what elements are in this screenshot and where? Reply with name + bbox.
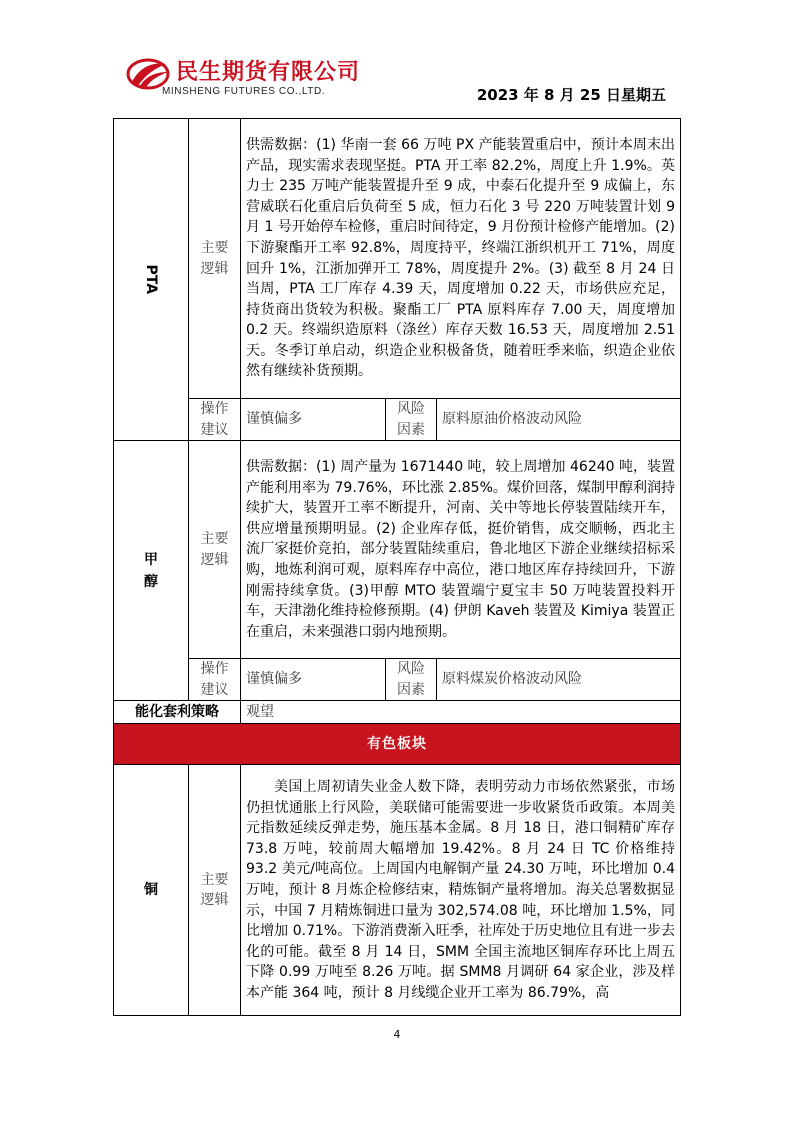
pta-logic-text: 供需数据：(1) 华南一套 66 万吨 PX 产能装置重启中，预计本周末出产品，现实需求表现坚挺。PTA 开工率 82.2%，周度上升 1.9%。英力士 235 万吨产能装置提升至 9 成，中泰石化提升至 9 成偏上，东营威联石化重启后负荷至 5 成，恒力石化 3 号 220 万吨装置计划 9 月 1 号开始停车检修，重启时间待定，9 月份预计检修产能增加。(2) 下游聚酯开工率 92.8%，周度持平，终端江浙织机开工 71%，周度回升 1%，江浙加弹开工 78%，周度提升 2%。(3) 截至 8 月 24 日当周，PTA 工厂库存 4.39 天，周度增加 0.22 天，市场供应充足，持货商出货较为积极。聚酯工厂 PTA 原料库存 7.00 天，周度增加 0.2 天。终端织造原料（涤丝）库存天数 16.53 天，周度增加 2.51 天。冬季订单启动，织造企业积极备货，随着旺季来临，织造企业依然有继续补货预期。 — [241, 119, 681, 399]
pta-category — [114, 119, 189, 441]
company-name-en: MINSHENG FUTURES CO.,LTD. — [162, 86, 326, 97]
arbitrage-strategy-row — [114, 701, 681, 724]
copper-logic-text: 美国上周初请失业金人数下降，表明劳动力市场依然紧张，市场仍担忧通胀上行风险，美联储可能需要进一步收紧货币政策。本周美元指数延续反弹走势，施压基本金属。8 月 18 日，港口铜精矿库存 73.8 万吨，较前周大幅增加 19.42%。8 月 24 日 TC 价格维持 93.2 美元/吨高位。上周国内电解铜产量 24.30 万吨，环比增加 0.4 万吨，预计 8 月炼企检修结束，精炼铜产量将增加。海关总署数据显示，中国 7 月精炼铜进口量为 302,574.08 吨，环比增加 1.5%，同比增加 0.71%。下游消费渐入旺季，社库处于历史地位且有进一步去化的可能。截至 8 月 14 日，SMM 全国主流地区铜库存环比上周五下降 0.99 万吨至 8.26 万吨。据 SMM8 月调研 64 家企业，涉及样本产能 364 吨，预计 8 月线缆企业开工率为 86.79%，高 — [241, 765, 681, 1016]
nonferrous-section-title: 有色板块 — [114, 724, 681, 765]
methanol-logic-text: 供需数据：(1) 周产量为 1671440 吨，较上周增加 46240 吨，装置产能利用率为 79.76%，环比涨 2.85%。煤价回落，煤制甲醇利润持续扩大，装置开工率不断提升，河南、关中等地长停装置陆续开车，供应增量预期明显。(2) 企业库存低，挺价销售，成交顺畅，西北主流厂家挺价竞拍，部分装置陆续重启，鲁北地区下游企业继续招标采购，地炼利润可观，原料库存中高位，港口地区库存持续回升，下游刚需持续拿货。(3)甲醇 MTO 装置端宁夏宝丰 50 万吨装置投料开车，天津渤化维持检修预期。(4) 伊朗 Kaveh 装置及 Kimiya 装置正在重启，未来强港口弱内地预期。 — [241, 441, 681, 659]
arbitrage-strategy-label: 能化套利策略 — [114, 701, 241, 724]
nonferrous-section-row — [114, 724, 681, 765]
copper-category — [114, 765, 189, 1016]
pta-op-value: 谨慎偏多 — [241, 399, 386, 441]
methanol-logic-label: 主要逻辑 — [189, 441, 241, 659]
pta-op-row — [114, 399, 681, 441]
pta-risk-value: 原料原油价格波动风险 — [437, 399, 681, 441]
copper-logic-row — [114, 765, 681, 1016]
pta-logic-label: 主要逻辑 — [189, 119, 241, 399]
pta-name: PTA — [143, 264, 160, 295]
company-logo — [126, 52, 366, 102]
report-date: 2023 年 8 月 25 日星期五 — [476, 86, 666, 104]
arbitrage-strategy-value: 观望 — [241, 701, 681, 724]
methanol-op-row — [114, 659, 681, 701]
copper-logic-label: 主要逻辑 — [189, 765, 241, 1016]
pta-logic-row — [114, 119, 681, 399]
methanol-op-value: 谨慎偏多 — [241, 659, 386, 701]
methanol-category — [114, 441, 189, 701]
pta-op-label: 操作建议 — [189, 399, 241, 441]
methanol-op-label: 操作建议 — [189, 659, 241, 701]
copper-name: 铜 — [144, 882, 158, 899]
company-name-cn: 民生期货有限公司 — [176, 60, 361, 85]
pta-risk-label: 风险因素 — [386, 399, 437, 441]
methanol-risk-value: 原料煤炭价格波动风险 — [437, 659, 681, 701]
methanol-logic-row — [114, 441, 681, 659]
methanol-name: 甲醇 — [144, 551, 158, 590]
page-number: 4 — [393, 1028, 401, 1041]
methanol-risk-label: 风险因素 — [386, 659, 437, 701]
strategy-table — [113, 118, 681, 1016]
